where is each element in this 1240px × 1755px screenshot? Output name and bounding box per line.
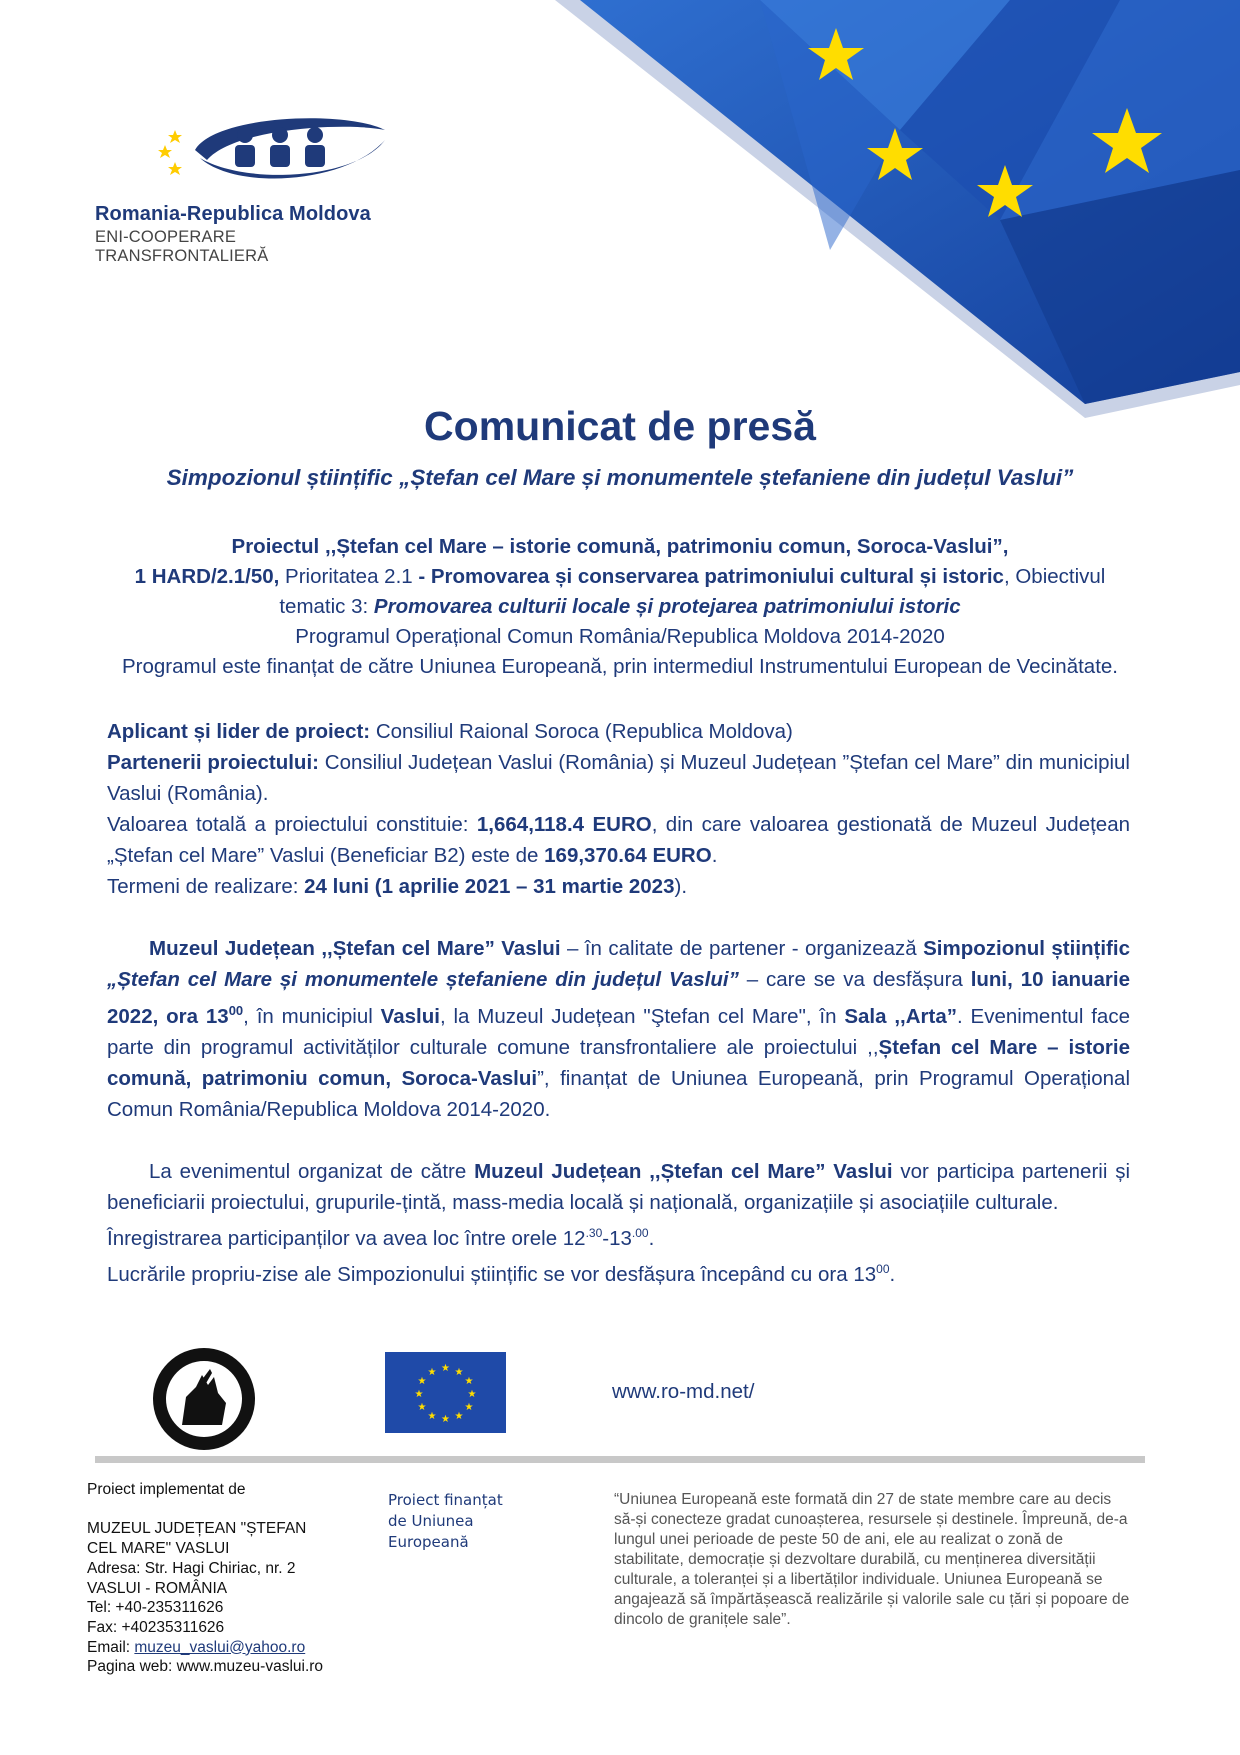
email-link[interactable]: muzeu_vaslui@yahoo.ro — [134, 1638, 306, 1656]
impl-line: Tel: +40-235311626 — [87, 1599, 224, 1617]
event-hall: Sala ,,Arta” — [844, 1004, 958, 1028]
funded-line: Proiect finanțat — [388, 1491, 503, 1509]
paragraph-event — [107, 933, 1130, 1125]
impl-line — [87, 1500, 347, 1520]
svg-text:★: ★ — [414, 1389, 424, 1400]
p1-text-7: ”, finanțat de Uniunea Europeană, prin Programul Operațional Comun România/Republica Moldova 2014-2020. — [107, 1066, 1130, 1121]
funded-line: Europeană — [388, 1533, 469, 1551]
p1-text-5: , la Muzeul Județean "Ştefan cel Mare", în — [439, 1004, 845, 1028]
registration-end: . — [648, 1226, 655, 1250]
project-name: Ștefan cel Mare – istorie comună, patrimoniu comun, Soroca-Vaslui — [107, 1035, 1130, 1090]
body-text — [107, 716, 1130, 1289]
event-date-minutes: 00 — [228, 1003, 244, 1018]
project-line-4: Programul Operațional Comun România/Republica Moldova 2014-2020 — [295, 625, 945, 648]
objective-prefix: tematic 3: — [279, 595, 374, 618]
p1-text-3: – care se va desfășura — [738, 968, 971, 991]
page-title: Comunicat de presă — [424, 403, 816, 449]
partners-label: Partenerii proiectului: — [107, 751, 319, 774]
p1-text-6: . Evenimentul face parte din programul activităților culturale comune transfrontaliere ale proiectului ,, — [107, 1004, 1130, 1059]
partners-value: Consiliul Județean Vaslui (România) și Muzeul Județean ”Ștefan cel Mare” din municipiul Vaslui (România). — [107, 751, 1130, 805]
impl-line: MUZEUL JUDEȚEAN "ȘTEFAN — [87, 1520, 307, 1538]
email-line — [87, 1638, 347, 1658]
symposium-label: Simpozionul științific — [923, 937, 1130, 960]
objective-title: Promovarea culturii locale și protejarea patrimoniului istoric — [373, 595, 961, 618]
value-line — [107, 809, 1130, 871]
page-subtitle — [0, 465, 1240, 491]
logo-title: Romania-Republica Moldova — [95, 203, 371, 225]
impl-line: VASLUI - ROMÂNIA — [87, 1579, 228, 1597]
partners-line — [107, 747, 1130, 809]
value-end: . — [711, 844, 718, 867]
applicant-line — [107, 716, 1130, 747]
works-minutes: 00 — [876, 1261, 890, 1276]
svg-text:★: ★ — [454, 1411, 464, 1422]
term-value: 24 luni (1 aprilie 2021 – 31 martie 2023 — [304, 875, 675, 898]
museum-seal-logo — [152, 1347, 256, 1451]
program-logo — [95, 110, 395, 266]
svg-text:★: ★ — [441, 1363, 450, 1374]
project-line-2 — [0, 565, 1240, 589]
eu-quote: “Uniunea Europeană este formată din 27 de state membre care au decis să-și conecteze gradat cunoașterea, resursele și destinele. Împreună, de-a lungul unei perioade de peste 50 de ani, ele au realizat o zonă de stabilitate, democrație și dezvoltare durabilă, cu menținerea diversității culturale, a toleranței și a libertăților individuale. Uniunea Europeană se angajează să împărtășească realizările și valorile sale cu țări și popoare de dincolo de granițele sale”. — [614, 1491, 1130, 1628]
term-label: Termeni de realizare: — [107, 875, 305, 898]
footer-divider — [95, 1456, 1145, 1463]
funded-line: de Uniunea — [388, 1512, 474, 1530]
registration-start-minutes: .30 — [585, 1225, 603, 1240]
project-line-1: Proiectul ,,Ștefan cel Mare – istorie comună, patrimoniu comun, Soroca-Vaslui”, — [231, 535, 1009, 558]
people-logo-icon — [95, 110, 395, 190]
value-label: Valoarea totală a proiectului constituie: — [107, 813, 477, 836]
p2-text-1: La evenimentul organizat de către — [149, 1159, 475, 1183]
svg-text:★: ★ — [417, 1402, 427, 1413]
value-middle: , din care valoarea gestionată de Muzeul Județean „Ștefan cel Mare” Vaslui (Beneficiar B2) este de — [107, 813, 1130, 867]
impl-line: Fax: +40235311626 — [87, 1618, 225, 1636]
svg-text:★: ★ — [427, 1411, 437, 1422]
svg-text:★: ★ — [454, 1367, 464, 1378]
registration-to: -13 — [602, 1226, 632, 1250]
svg-text:★: ★ — [467, 1389, 477, 1400]
project-objective-label: , Obiectivul — [1003, 565, 1106, 588]
works-end: . — [889, 1262, 896, 1286]
impl-line: CEL MARE" VASLUI — [87, 1540, 230, 1558]
works-line — [107, 1254, 1130, 1290]
p2-text-2: vor participa partenerii și beneficiarii proiectului, grupurile-țintă, mass-media locală și națională, organizațiile și asociațiile culturale. — [107, 1159, 1131, 1214]
paragraph-participants — [107, 1156, 1130, 1218]
project-line-5: Programul este finanțat de către Uniunea Europeană, prin intermediul Instrumentului European de Vecinătate. — [121, 655, 1118, 678]
email-label: Email: — [87, 1638, 135, 1656]
symposium-title: „Ștefan cel Mare și monumentele ștefaniene din județul Vaslui” — [107, 968, 739, 991]
p1-text-4: , în municipiul — [243, 1004, 381, 1028]
event-date: luni, 10 ianuarie 2022, ora 13 — [107, 968, 1130, 1028]
museum-name-2: Muzeul Județean ,,Ștefan cel Mare” Vaslui — [474, 1159, 893, 1183]
impl-line: Adresa: Str. Hagi Chiriac, nr. 2 — [87, 1559, 296, 1577]
term-line — [107, 871, 1130, 902]
term-end: ). — [674, 875, 688, 898]
web-line[interactable]: Pagina web: www.muzeu-vaslui.ro — [87, 1658, 324, 1676]
impl-line: Proiect implementat de — [87, 1481, 246, 1498]
value-b2: 169,370.64 EURO — [544, 844, 712, 867]
value-total: 1,664,118.4 EURO — [476, 813, 652, 836]
event-city: Vaslui — [380, 1004, 440, 1028]
registration-line — [107, 1218, 1130, 1254]
museum-name: Muzeul Județean ,,Ștefan cel Mare” Vaslui — [149, 937, 561, 960]
logo-subtitle: ENI-COOPERARE TRANSFRONTALIERĂ — [95, 228, 269, 265]
registration-end-minutes: .00 — [631, 1225, 649, 1240]
website-link[interactable]: www.ro-md.net/ — [612, 1380, 755, 1403]
applicant-label: Aplicant și lider de proiect: — [107, 720, 371, 743]
implementer-info — [87, 1480, 347, 1677]
project-priority-title: - Promovarea și conservarea patrimoniului cultural și istoric — [418, 565, 1004, 588]
subtitle-text: Simpozionul științific „Ștefan cel Mare și monumentele ștefaniene din județul Vaslui” — [166, 465, 1074, 490]
works-text: Lucrările propriu-zise ale Simpozionului științific se vor desfășura începând cu ora 13 — [107, 1262, 877, 1286]
applicant-value: Consiliul Raional Soroca (Republica Moldova) — [370, 720, 793, 743]
svg-text:★: ★ — [417, 1376, 427, 1387]
svg-text:★: ★ — [464, 1402, 474, 1413]
eu-flag-icon — [385, 1352, 506, 1433]
svg-text:★: ★ — [441, 1414, 450, 1425]
funded-by-eu — [388, 1490, 558, 1553]
project-code: 1 HARD/2.1/50, — [134, 565, 280, 588]
project-priority: Prioritatea 2.1 — [279, 565, 419, 588]
p1-text-1: – în calitate de partener - organizează — [560, 937, 924, 960]
svg-text:★: ★ — [427, 1367, 437, 1378]
registration-text: Înregistrarea participanților va avea loc între orele 12 — [107, 1226, 586, 1250]
svg-text:★: ★ — [464, 1376, 474, 1387]
project-line-3 — [0, 595, 1240, 619]
